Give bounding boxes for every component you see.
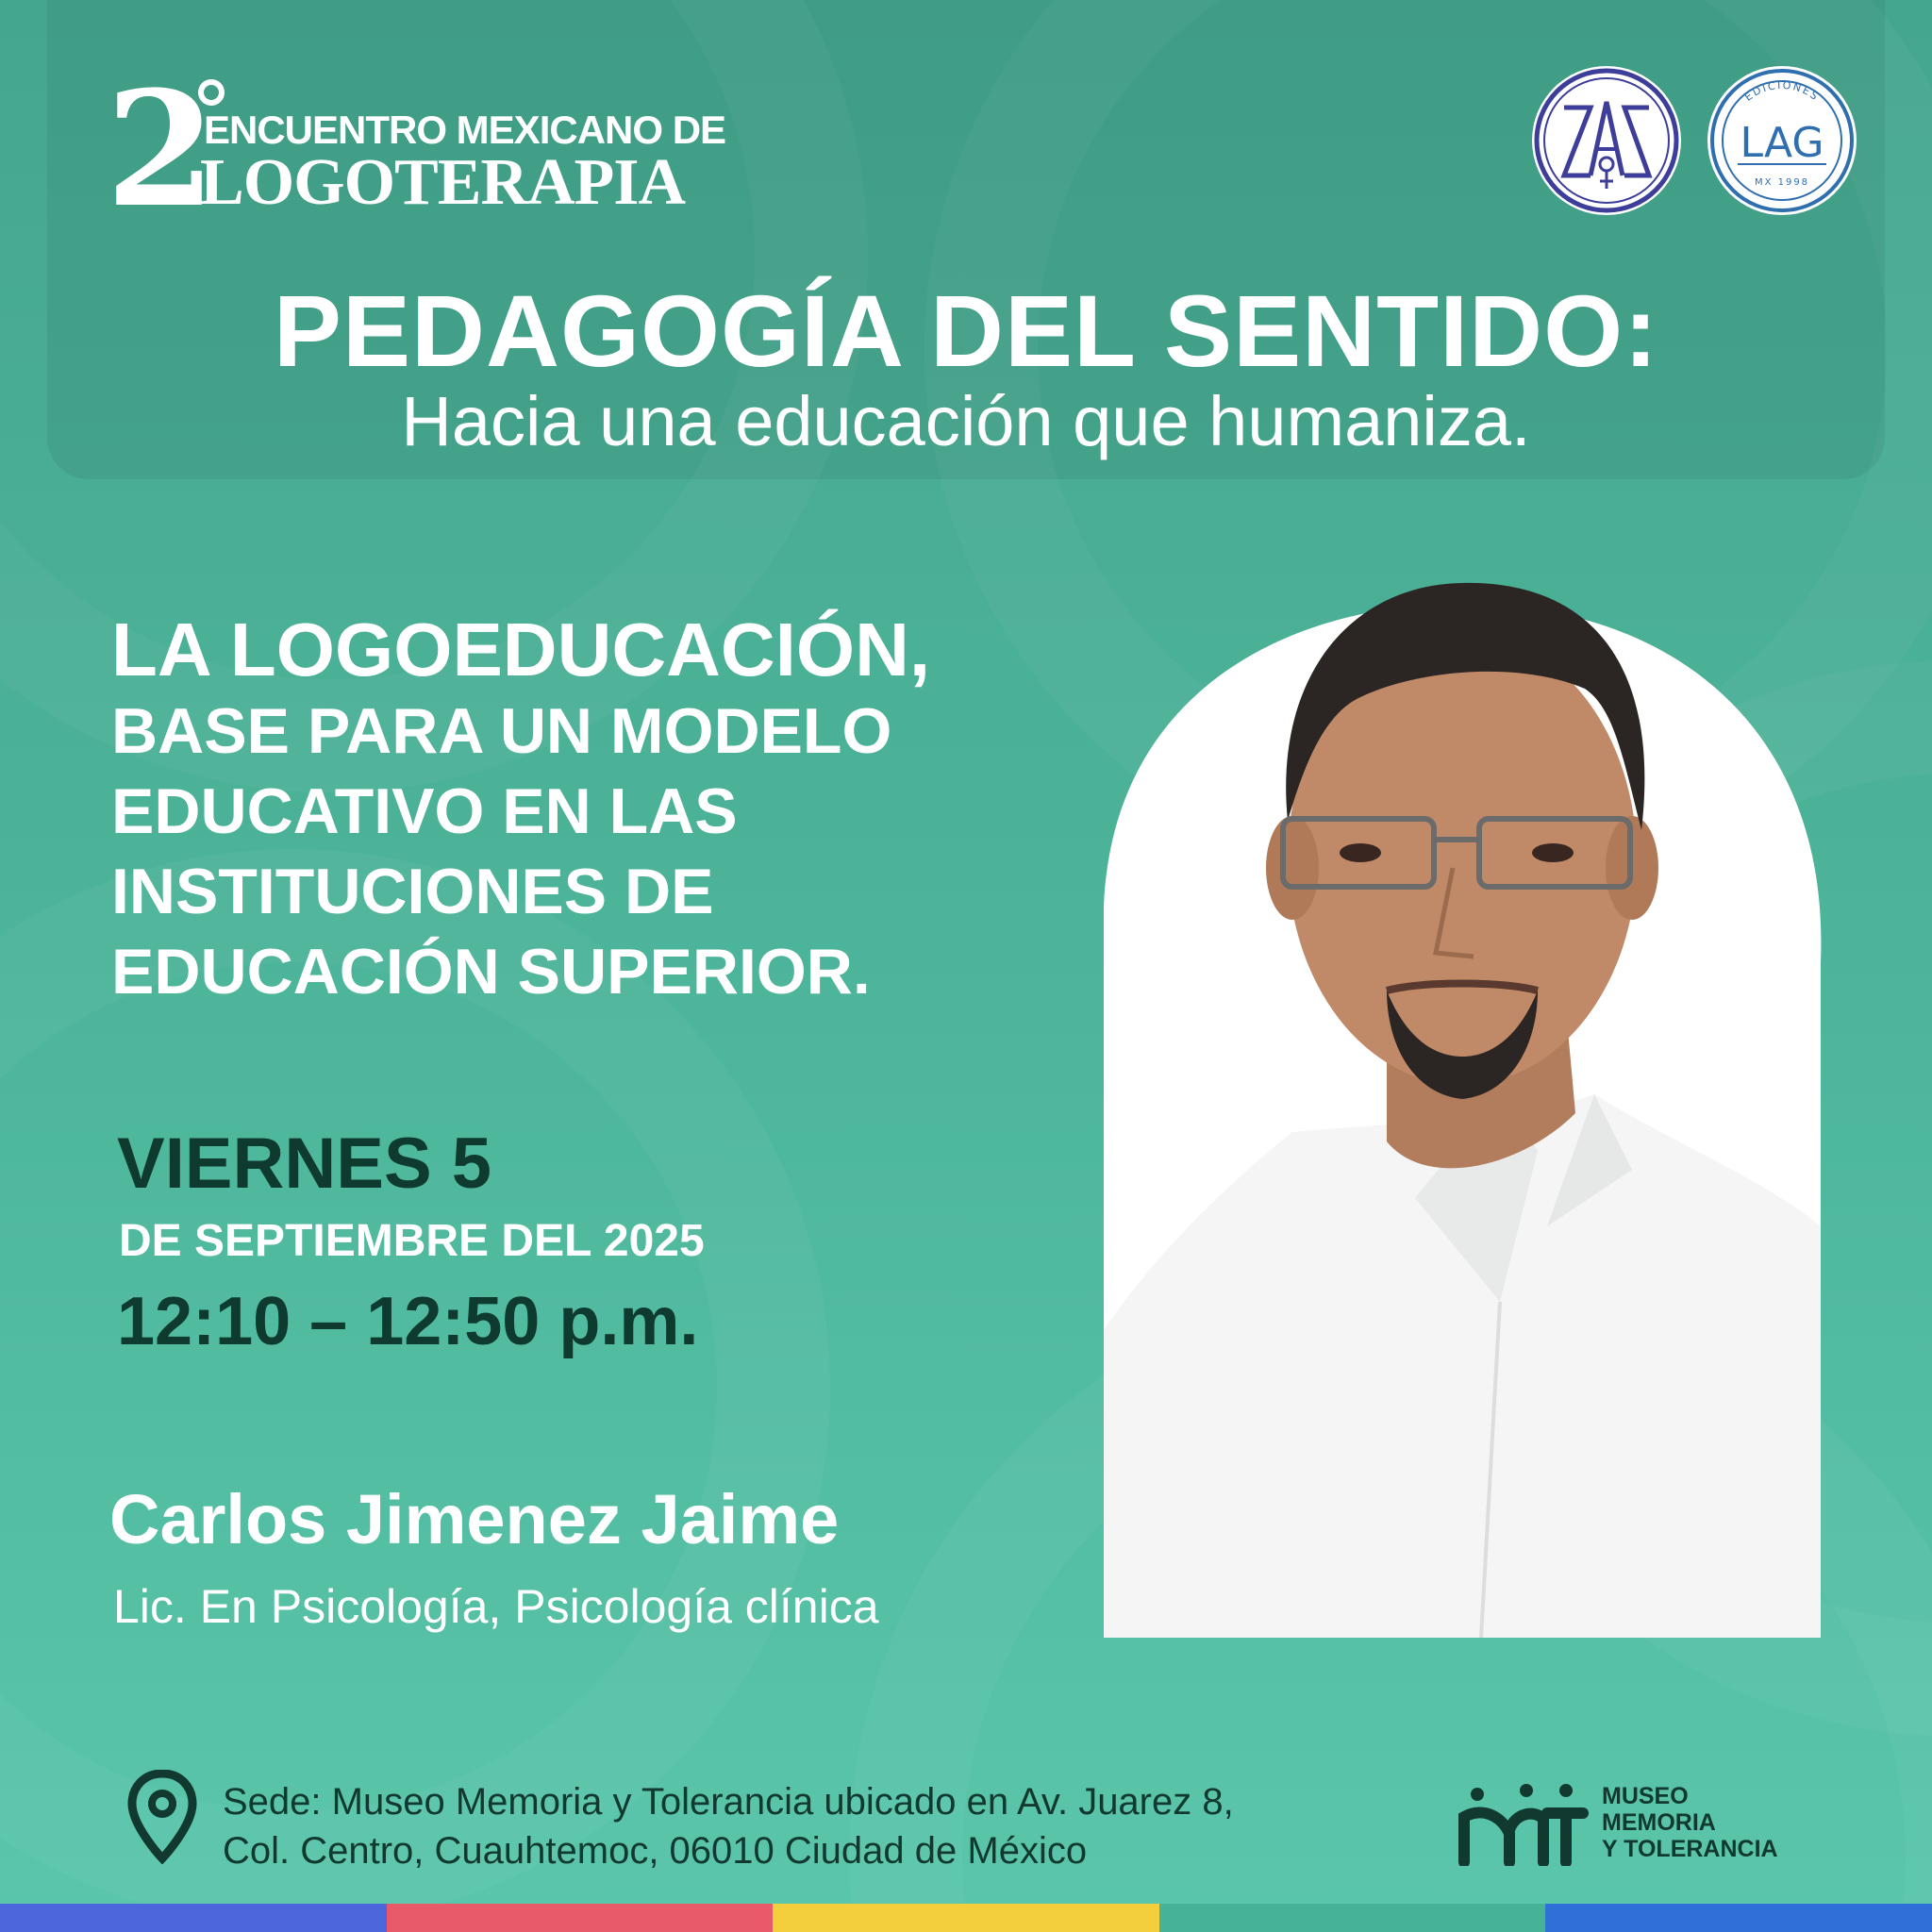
talk-title — [111, 608, 930, 1012]
museum-name-line: Y TOLERANCIA — [1602, 1836, 1778, 1862]
stripe-segment — [0, 1904, 387, 1932]
event-logo — [106, 56, 766, 242]
lag-seal-bottom-text: MX 1998 — [1754, 177, 1810, 188]
museum-name-line: MEMORIA — [1602, 1809, 1716, 1836]
zas-seal-icon — [1532, 66, 1681, 215]
speaker-degree: Lic. En Psicología, Psicología clínica — [113, 1580, 879, 1633]
event-edition-number: 2 — [106, 56, 216, 242]
lag-seal-top-text: EDICIONES — [1741, 78, 1823, 104]
talk-title-line: LA LOGOEDUCACIÓN, — [111, 608, 931, 691]
talk-title-line: EDUCATIVO EN LAS — [111, 775, 738, 847]
stripe-segment — [387, 1904, 774, 1932]
venue-line: Col. Centro, Cuauhtemoc, 06010 Ciudad de México — [223, 1830, 1088, 1872]
headline: PEDAGOGÍA DEL SENTIDO: — [273, 274, 1659, 388]
date-month-year: DE SEPTIEMBRE DEL 2025 — [119, 1216, 705, 1266]
stripe-segment — [1545, 1904, 1932, 1932]
event-ordinal-mark — [198, 79, 225, 106]
venue-address — [223, 1777, 1234, 1875]
museum-memoria-logo-icon — [1457, 1781, 1589, 1871]
lag-seal-mark: LAG — [1740, 119, 1824, 167]
talk-title-line: BASE PARA UN MODELO — [111, 695, 892, 767]
event-name-line2: LOGOTERAPIA — [200, 146, 686, 219]
date-day: VIERNES 5 — [117, 1124, 492, 1204]
event-name-line1: ENCUENTRO MEXICANO DE — [204, 108, 726, 152]
museum-name-line: MUSEO — [1602, 1783, 1689, 1809]
time-range: 12:10 – 12:50 p.m. — [117, 1284, 699, 1359]
color-stripe — [0, 1904, 1932, 1932]
subheadline: Hacia una educación que humaniza. — [401, 382, 1531, 460]
stripe-segment — [1159, 1904, 1546, 1932]
venue-line: Sede: Museo Memoria y Tolerancia ubicado en Av. Juarez 8, — [223, 1781, 1234, 1823]
speaker-name: Carlos Jimenez Jaime — [109, 1480, 840, 1558]
museum-name — [1602, 1783, 1778, 1862]
talk-title-line: INSTITUCIONES DE — [111, 856, 714, 927]
location-pin-icon — [126, 1770, 198, 1869]
stripe-segment — [773, 1904, 1159, 1932]
speaker-photo — [1104, 566, 1826, 1638]
talk-title-line: EDUCACIÓN SUPERIOR. — [111, 936, 871, 1008]
lag-seal-icon — [1707, 66, 1857, 215]
